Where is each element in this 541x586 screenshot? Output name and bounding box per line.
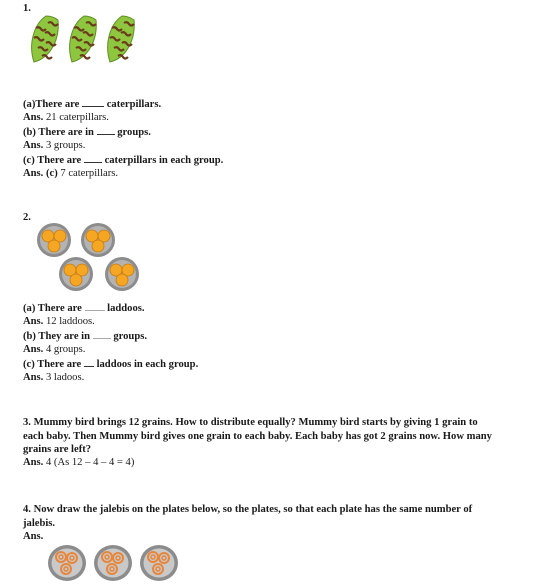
q1-number: 1. xyxy=(23,3,31,14)
q1-a-answer xyxy=(23,111,109,124)
ans-label: Ans. xyxy=(23,316,44,327)
plate-1 xyxy=(37,223,71,257)
q1-a-post: caterpillars. xyxy=(106,99,162,110)
q2-c-pre: (c) There are xyxy=(23,359,82,370)
ans-label: Ans. xyxy=(23,112,44,123)
q1-a-pre: (a)There are xyxy=(23,99,80,110)
q2-a-answer-text: 12 laddoos. xyxy=(45,316,95,327)
ans-label: Ans. xyxy=(23,140,44,151)
q1-c-pre: (c) There are xyxy=(23,155,82,166)
plate-2 xyxy=(81,223,115,257)
laddoo-plates xyxy=(36,222,148,294)
q1-b-answer xyxy=(23,139,85,152)
q2-c-question xyxy=(23,357,198,371)
q1-b-answer-text: 3 groups. xyxy=(45,140,86,151)
ans-label: Ans. xyxy=(23,457,44,468)
q4-question: 4. Now draw the jalebis on the plates below, so the plates, so that each plate has the same number of jalebis. xyxy=(23,504,473,529)
q2-b-post: groups. xyxy=(113,331,147,342)
q2-b-question xyxy=(23,329,147,343)
q1-b-blank xyxy=(97,125,115,135)
jalebi-plate-2 xyxy=(94,545,132,581)
q2-number: 2. xyxy=(23,212,31,223)
q1-a-blank xyxy=(82,97,104,107)
leaf-group-3 xyxy=(108,16,135,62)
caterpillar-leaf-groups xyxy=(28,14,140,66)
jalebi-plate-1 xyxy=(48,545,86,581)
q2-c-post: laddoos in each group. xyxy=(96,359,199,370)
leaf-group-1 xyxy=(32,16,59,62)
ans-label: Ans. xyxy=(23,344,44,355)
jalebi-plates xyxy=(48,543,182,583)
q2-b-answer-text: 4 groups. xyxy=(45,344,86,355)
q1-c-blank xyxy=(84,153,102,163)
q1-c-post: caterpillars in each group. xyxy=(104,155,224,166)
q4-answer-label: Ans. xyxy=(23,531,44,542)
q1-b-pre: (b) There are in xyxy=(23,127,94,138)
q3-question: 3. Mummy bird brings 12 grains. How to distribute equally? Mummy bird starts by giving 1 grain to each baby. Then Mummy bird gives one grain to each baby. Each baby has got 2 grains now. How many grains are left? xyxy=(23,417,492,456)
q2-b-answer xyxy=(23,343,85,356)
ans-label: Ans. (c) xyxy=(23,168,58,179)
q1-a-answer-text: 21 caterpillars. xyxy=(45,112,109,123)
plate-4 xyxy=(105,257,139,291)
q2-a-answer xyxy=(23,315,95,328)
q2-a-pre: (a) There are xyxy=(23,303,82,314)
q3-answer-text: 4 (As 12 – 4 – 4 = 4) xyxy=(45,457,135,468)
q3-answer xyxy=(23,456,134,469)
ans-label: Ans. xyxy=(23,372,44,383)
q1-a-question xyxy=(23,97,161,111)
q1-c-answer xyxy=(23,167,118,180)
q1-b-question xyxy=(23,125,151,139)
q1-c-answer-text: 7 caterpillars. xyxy=(60,168,119,179)
q2-c-answer xyxy=(23,371,84,384)
q1-b-post: groups. xyxy=(117,127,151,138)
q2-c-blank xyxy=(84,357,94,367)
q2-a-post: laddoos. xyxy=(107,303,145,314)
leaf-group-2 xyxy=(70,16,97,62)
q2-b-blank xyxy=(93,329,111,339)
q2-a-question xyxy=(23,301,145,315)
plate-3 xyxy=(59,257,93,291)
q1-c-question xyxy=(23,153,223,167)
q2-a-blank xyxy=(85,301,105,311)
q2-c-answer-text: 3 ladoos. xyxy=(45,372,85,383)
jalebi-plate-3 xyxy=(140,545,178,581)
q2-b-pre: (b) They are in xyxy=(23,331,91,342)
